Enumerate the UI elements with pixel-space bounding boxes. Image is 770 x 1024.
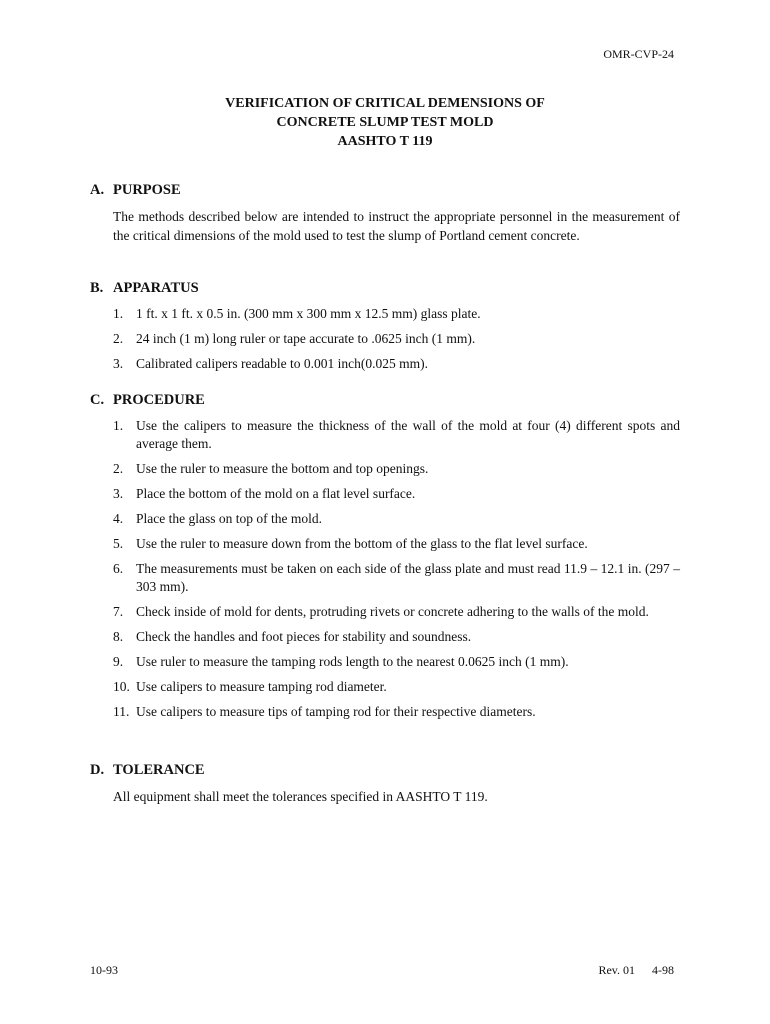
section-apparatus [90,280,680,373]
item-number: 6. [113,561,124,576]
item-text: Use the ruler to measure down from the bottom of the glass to the flat level surface. [136,536,588,551]
item-number: 2. [113,461,124,476]
item-number: 4. [113,511,124,526]
item-number: 9. [113,654,124,669]
item-text: Check inside of mold for dents, protruding rivets or concrete adhering to the walls of the mold. [136,604,649,619]
item-number: 8. [113,629,124,644]
item-text: Check the handles and foot pieces for stability and soundness. [136,629,472,644]
procedure-item [113,560,680,596]
section-title: PURPOSE [113,182,181,198]
item-text: Calibrated calipers readable to 0.001 inch(0.025 mm). [136,356,429,371]
section-letter: D. [90,762,105,778]
item-number: 1. [113,418,124,433]
item-text: Place the glass on top of the mold. [136,511,322,526]
section-heading-purpose [90,182,680,199]
item-number: 7. [113,604,124,619]
section-title: TOLERANCE [113,762,205,778]
item-number: 10. [113,679,130,694]
footer-rev: Rev. 01 [598,963,635,977]
footer-rev-date: 4-98 [652,963,674,977]
item-text: Use calipers to measure tamping rod diameter. [136,679,387,694]
procedure-item [113,510,680,528]
item-number: 3. [113,486,124,501]
section-letter: B. [90,280,104,296]
section-procedure [90,392,680,721]
tolerance-paragraph: All equipment shall meet the tolerances specified in AASHTO T 119. [113,789,488,804]
procedure-item [113,417,680,453]
item-number: 1. [113,306,124,321]
apparatus-item [113,330,680,348]
item-text: Use the ruler to measure the bottom and top openings. [136,461,429,476]
section-heading-tolerance [90,762,680,779]
document-title [0,94,770,151]
procedure-item [113,678,680,696]
item-text: Place the bottom of the mold on a flat level surface. [136,486,416,501]
procedure-item [113,628,680,646]
purpose-paragraph: The methods described below are intended to instruct the appropriate personnel in the measurement of the critical dimensions of the mold used to test the slump of Portland cement concrete. [113,209,680,243]
item-number: 2. [113,331,124,346]
procedure-list [113,417,680,721]
section-letter: C. [90,392,105,408]
section-purpose [90,182,680,245]
section-title: PROCEDURE [113,392,205,408]
procedure-item [113,535,680,553]
procedure-item [113,703,680,721]
section-heading-procedure [90,392,680,409]
procedure-item [113,485,680,503]
apparatus-item [113,355,680,373]
title-line-3: AASHTO T 119 [337,134,433,149]
title-line-2: CONCRETE SLUMP TEST MOLD [276,115,494,130]
procedure-item [113,603,680,621]
footer-revision [598,963,674,978]
item-number: 3. [113,356,124,371]
item-number: 11. [113,704,130,719]
document-id: OMR-CVP-24 [603,47,674,61]
item-text: 24 inch (1 m) long ruler or tape accurate to .0625 inch (1 mm). [136,331,476,346]
apparatus-list [113,305,680,373]
section-tolerance [90,762,680,806]
procedure-item [113,460,680,478]
procedure-item [113,653,680,671]
section-title: APPARATUS [113,280,199,296]
section-heading-apparatus [90,280,680,297]
item-text: Use the calipers to measure the thickness of the wall of the mold at four (4) different spots and average them. [136,418,680,451]
section-letter: A. [90,182,105,198]
footer-date-code: 10-93 [90,963,118,977]
title-line-1: VERIFICATION OF CRITICAL DEMENSIONS OF [225,96,545,111]
item-number: 5. [113,536,124,551]
item-text: Use ruler to measure the tamping rods length to the nearest 0.0625 inch (1 mm). [136,654,569,669]
apparatus-item [113,305,680,323]
item-text: 1 ft. x 1 ft. x 0.5 in. (300 mm x 300 mm x 12.5 mm) glass plate. [136,306,481,321]
item-text: The measurements must be taken on each side of the glass plate and must read 11.9 – 12.1 in. (297 – 303 mm). [136,561,680,594]
item-text: Use calipers to measure tips of tamping rod for their respective diameters. [136,704,536,719]
